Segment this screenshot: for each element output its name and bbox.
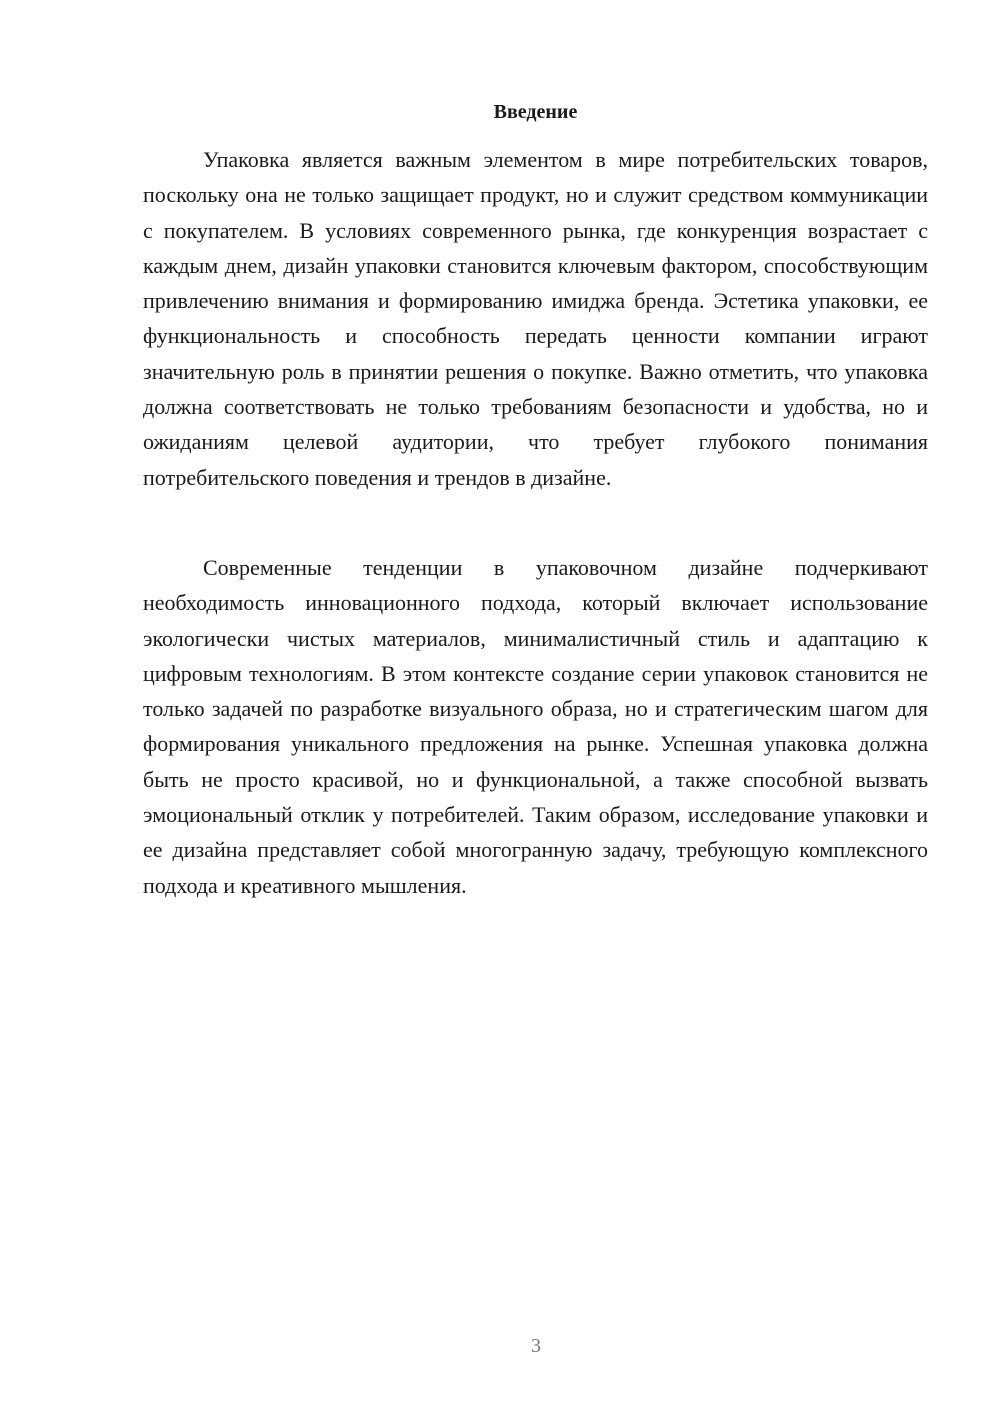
page-title: Введение [493,101,578,123]
paragraph-trends: Современные тенденции в упаковочном дизайне подчеркивают необходимость инновационного подхода, который включает использование экологически чистых материалов, минималистичный стиль и адаптацию к цифровым технологиям. В этом контексте создание серии упаковок становится не только задачей по разработке визуального образа, но и стратегическим шагом для формирования уникального предложения на рынке. Успешная упаковка должна быть не просто красивой, но и функциональной, а также способной вызвать эмоциональный отклик у потребителей. Таким образом, исследование упаковки и ее дизайна представляет собой многогранную задачу, требующую комплексного подхода и креативного мышления. [143,555,928,898]
page-number: 3 [531,1335,541,1357]
paragraph-intro: Упаковка является важным элементом в мире потребительских товаров, поскольку она не только защищает продукт, но и служит средством коммуникации с покупателем. В условиях современного рынка, где конкуренция возрастает с каждым днем, дизайн упаковки становится ключевым фактором, способствующим привлечению внимания и формированию имиджа бренда. Эстетика упаковки, ее функциональность и способность передать ценности компании играют значительную роль в принятии решения о покупке. Важно отметить, что упаковка должна соответствовать не только требованиям безопасности и удобства, но и ожиданиям целевой аудитории, что требует глубокого понимания потребительского поведения и трендов в дизайне. [143,147,928,490]
